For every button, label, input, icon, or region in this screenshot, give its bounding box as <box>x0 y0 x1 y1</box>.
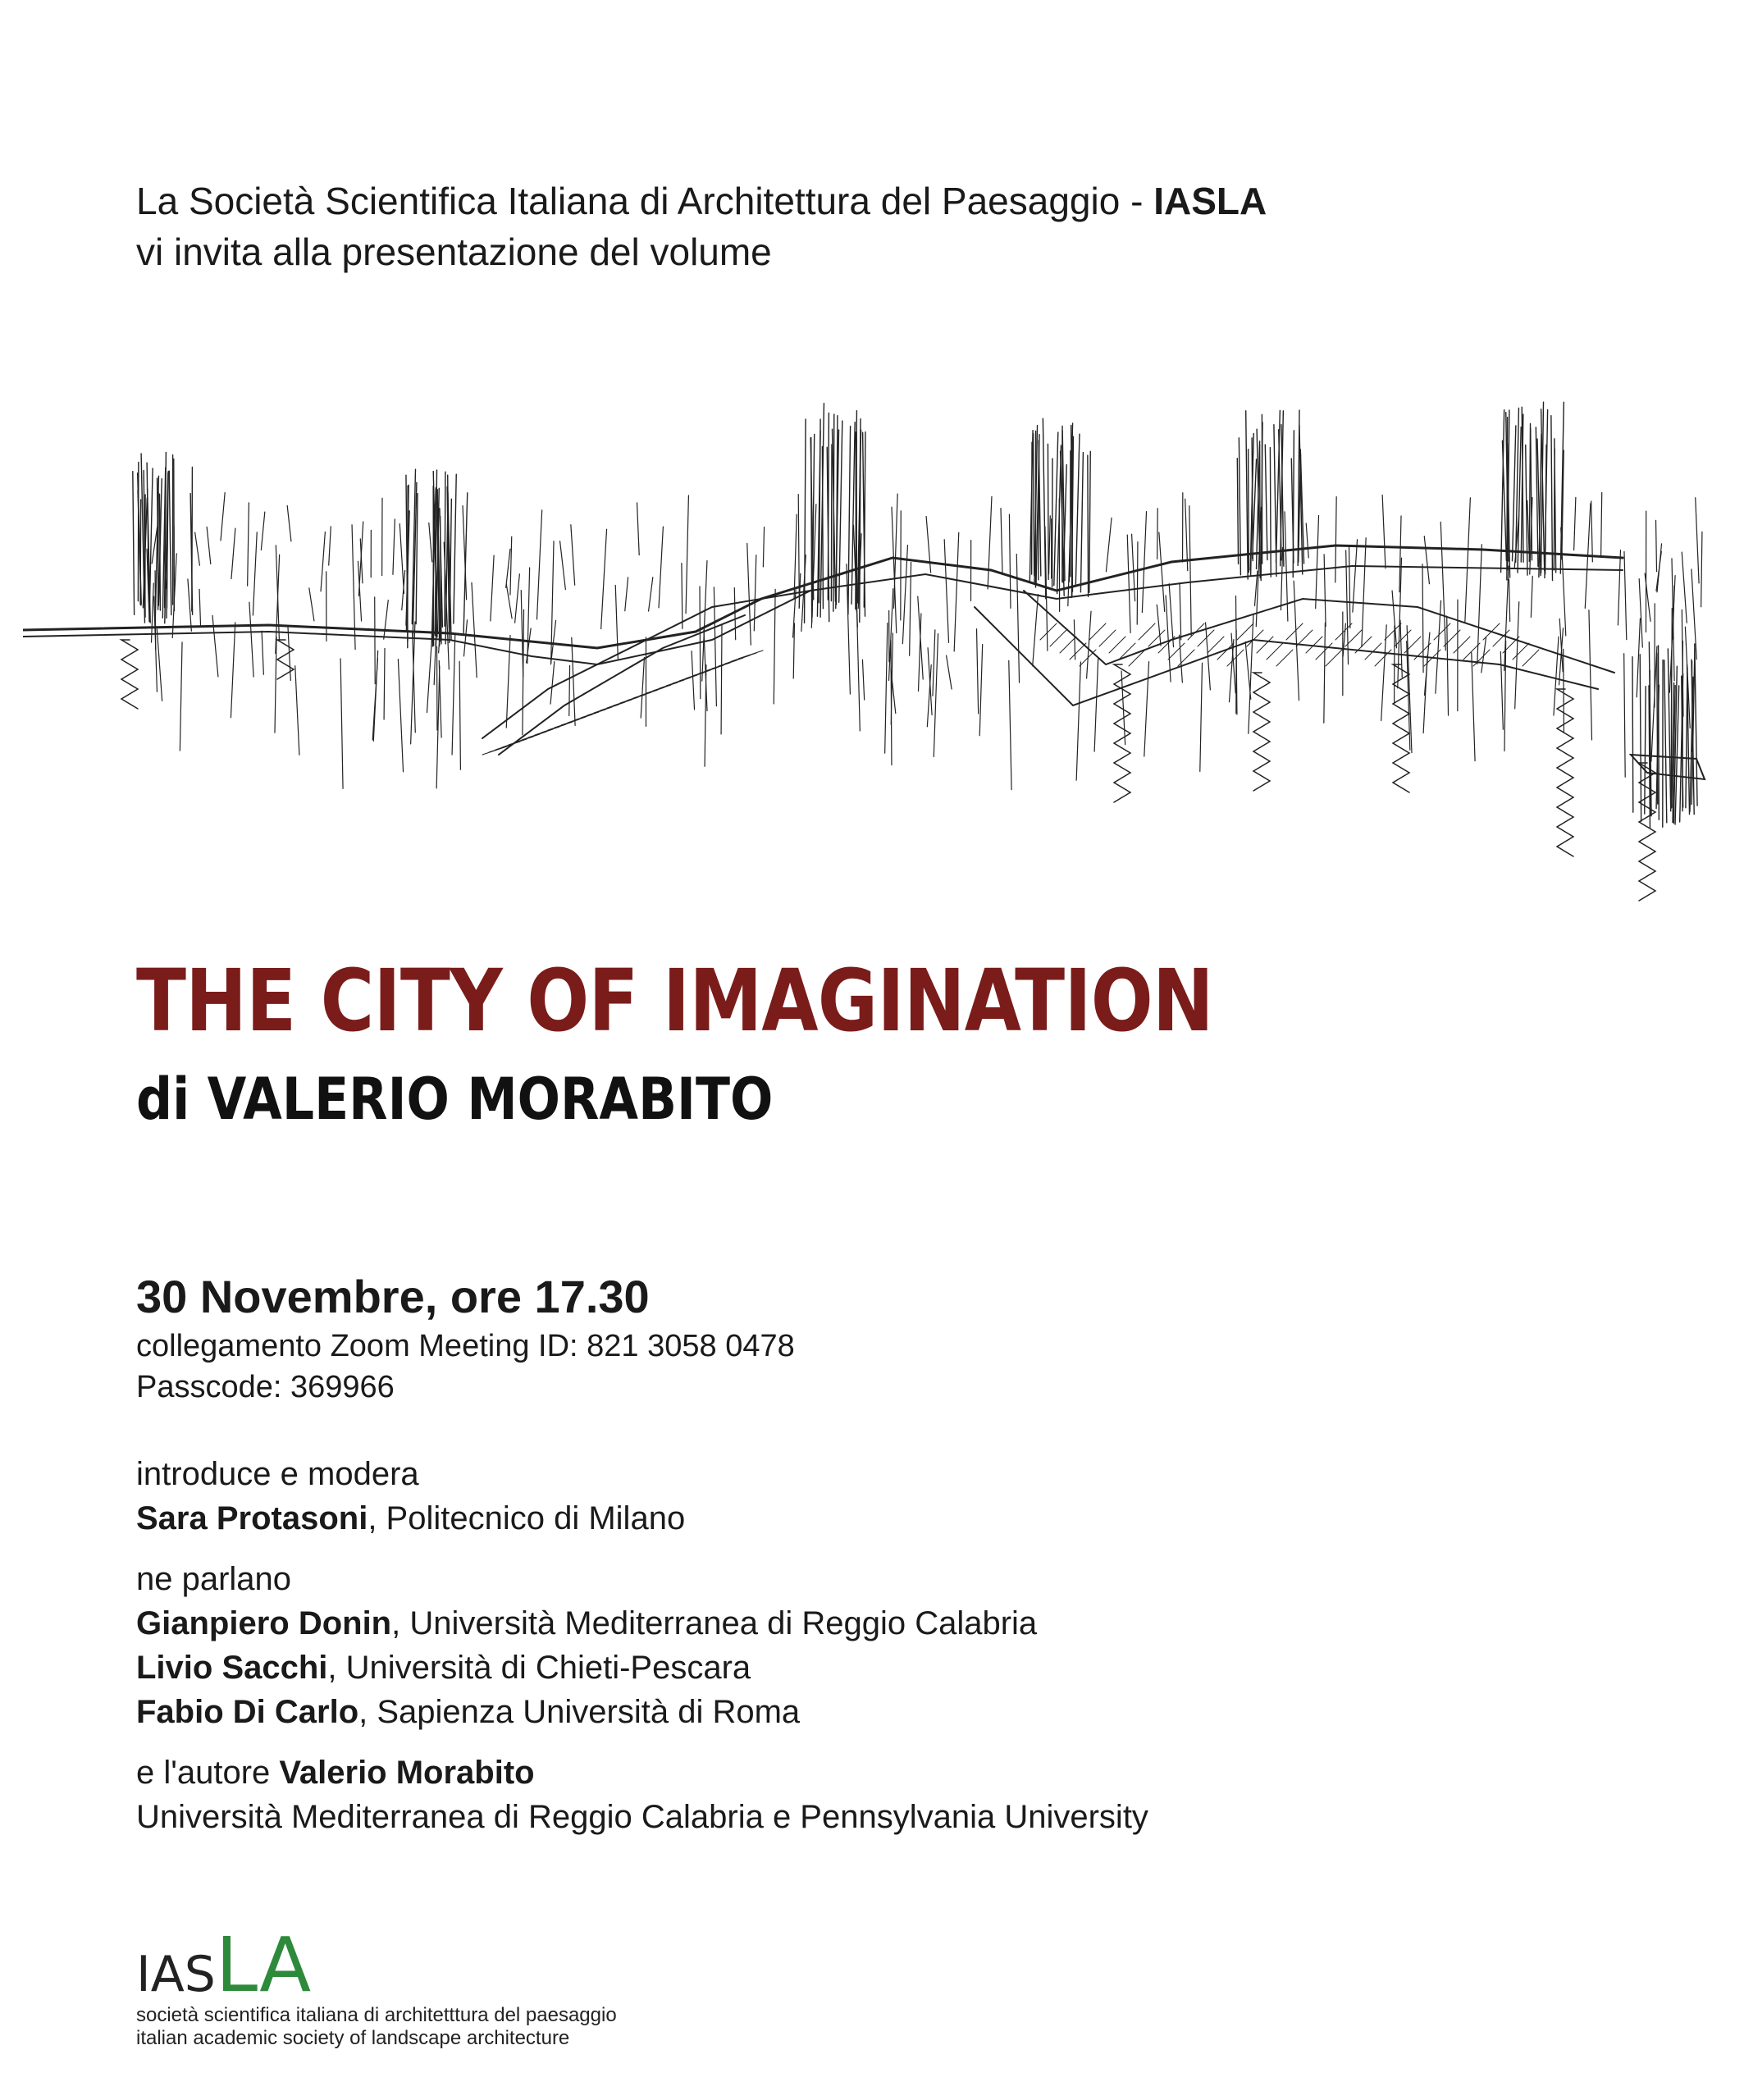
zoom-info <box>136 1326 795 1408</box>
logo-text-italian: società scientifica italiana di architetttura del paesaggio <box>136 2004 617 2026</box>
speaker-name: Gianpiero Donin <box>136 1605 392 1641</box>
speaker-name: Livio Sacchi <box>136 1650 328 1686</box>
speaker-entry <box>136 1646 1037 1690</box>
speaker-name: Fabio Di Carlo <box>136 1694 359 1730</box>
iasla-logo-mark <box>136 1921 617 2009</box>
logo-la: LA <box>215 1921 312 2009</box>
moderator-entry <box>136 1496 685 1541</box>
speakers-section <box>136 1557 1037 1734</box>
speakers-label: ne parlano <box>136 1561 292 1597</box>
iasla-bold: IASLA <box>1153 180 1267 222</box>
moderator-affiliation: , Politecnico di Milano <box>368 1500 686 1536</box>
iasla-logo <box>136 1921 617 2050</box>
intro-line-2: vi invita alla presentazione del volume <box>136 231 772 273</box>
speaker-affiliation: , Università Mediterranea di Reggio Calabria <box>391 1605 1038 1641</box>
moderator-section <box>136 1452 685 1541</box>
speaker-affiliation: , Università di Chieti-Pescara <box>327 1650 751 1686</box>
author-affiliation: Università Mediterranea di Reggio Calabria e Pennsylvania University <box>136 1799 1148 1835</box>
architectural-sketch-illustration <box>23 394 1721 935</box>
logo-ias: IAS <box>136 1946 216 2003</box>
author-name: Valerio Morabito <box>279 1755 535 1791</box>
speaker-affiliation: , Sapienza Università di Roma <box>358 1694 801 1730</box>
author-entry <box>136 1751 1148 1795</box>
logo-text-english: italian academic society of landscape architecture <box>136 2027 570 2049</box>
moderator-label: introduce e modera <box>136 1456 419 1492</box>
zoom-meeting-id: collegamento Zoom Meeting ID: 821 3058 0478 <box>136 1329 795 1363</box>
author-section <box>136 1751 1148 1839</box>
intro-text <box>136 176 1267 277</box>
book-author: di VALERIO MORABITO <box>136 1066 774 1133</box>
moderator-name: Sara Protasoni <box>136 1500 368 1536</box>
intro-line-1: La Società Scientifica Italiana di Architettura del Paesaggio - IASLA <box>136 180 1267 222</box>
speaker-entry <box>136 1601 1037 1646</box>
zoom-passcode: Passcode: 369966 <box>136 1370 395 1404</box>
book-title: THE CITY OF IMAGINATION <box>136 951 1213 1051</box>
author-prefix: e l'autore <box>136 1755 280 1791</box>
event-date: 30 Novembre, ore 17.30 <box>136 1271 650 1322</box>
speaker-entry <box>136 1690 1037 1734</box>
